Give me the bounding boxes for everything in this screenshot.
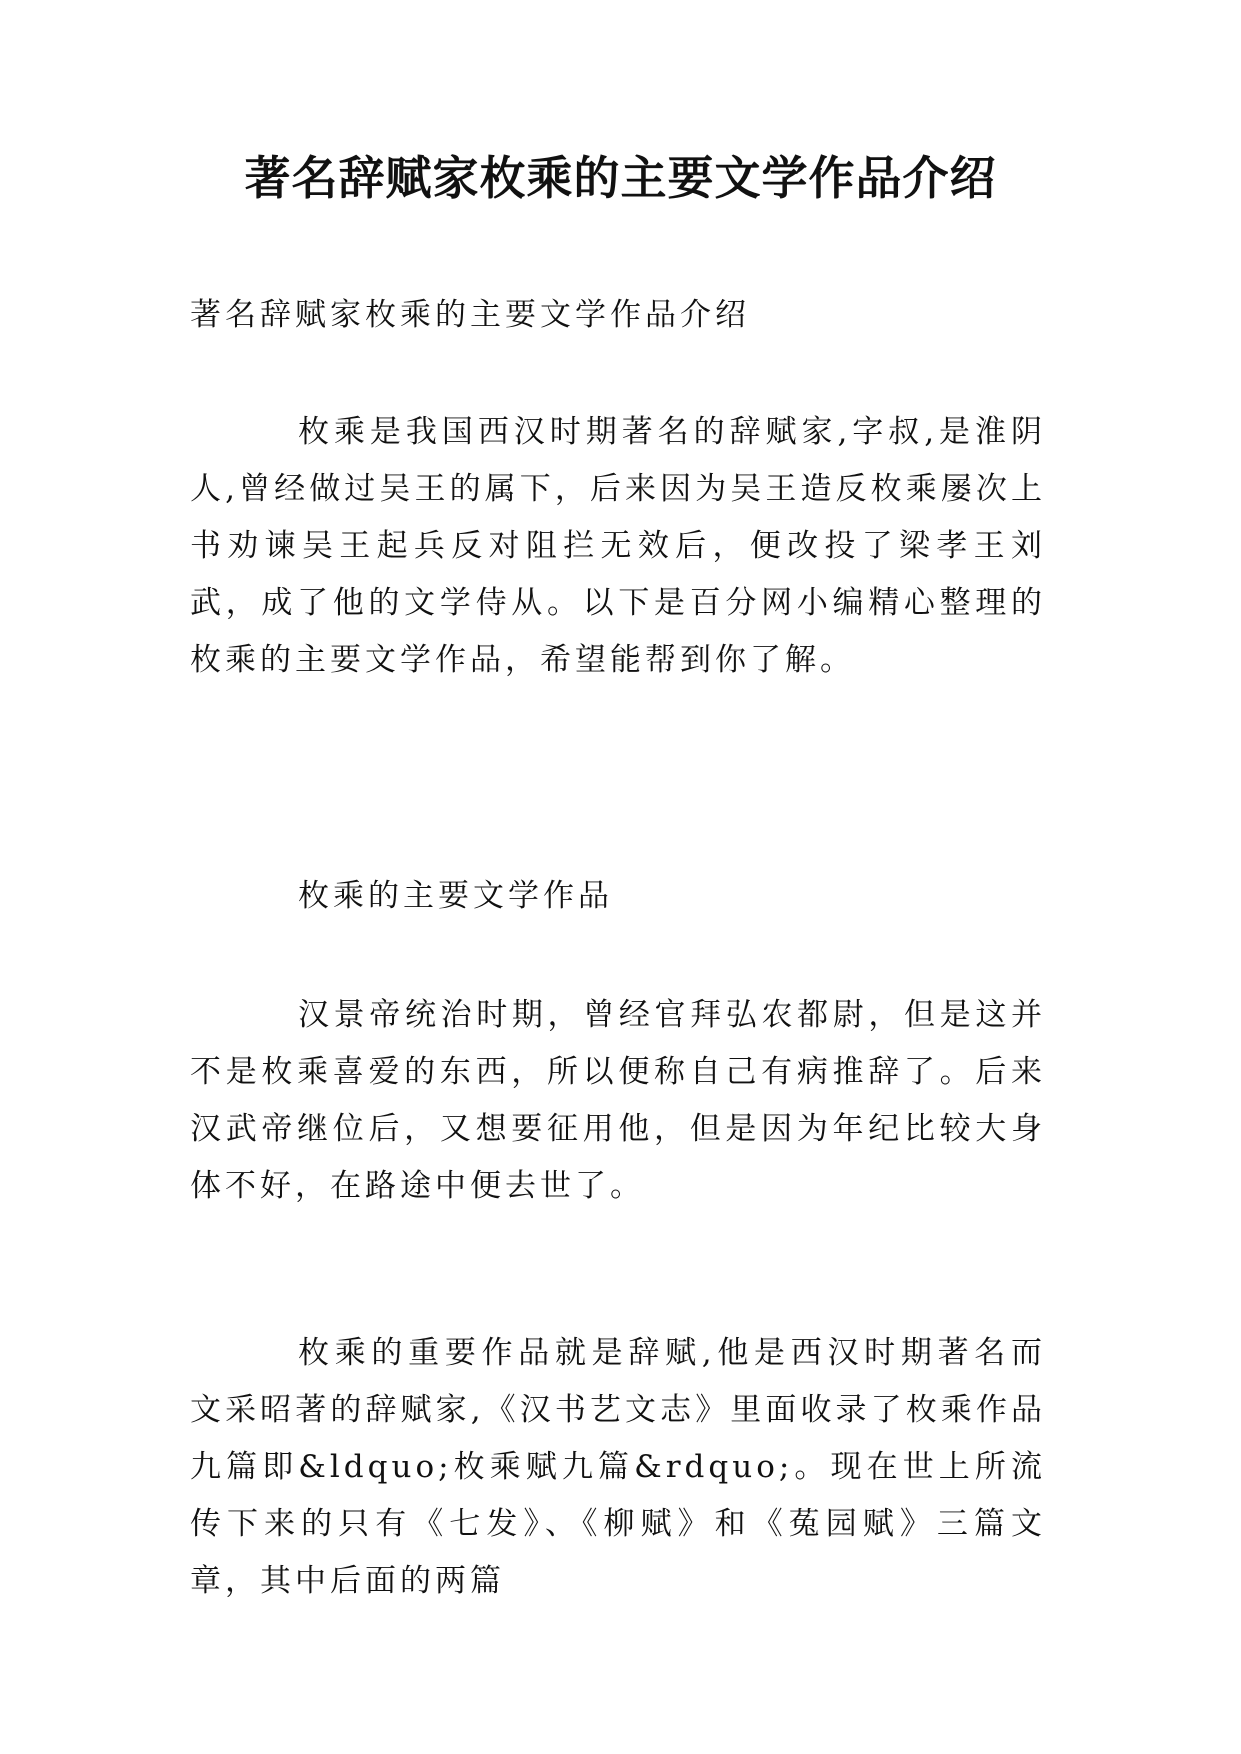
section-heading: 枚乘的主要文学作品 xyxy=(298,878,613,914)
intro-paragraph: 枚乘是我国西汉时期著名的辞赋家,字叔,是淮阴人,曾经做过吴王的属下，后来因为吴王造反枚乘屡次上书劝谏吴王起兵反对阻拦无效后，便改投了梁孝王刘武，成了他的文学侍从。以下是百分网小编精心整理的枚乘的主要文学作品，希望能帮到你了解。 xyxy=(190,414,1046,678)
biography-paragraph: 汉景帝统治时期，曾经官拜弘农都尉，但是这并不是枚乘喜爱的东西，所以便称自己有病推辞了。后来汉武帝继位后，又想要征用他，但是因为年纪比较大身体不好，在路途中便去世了。 xyxy=(190,997,1046,1204)
works-paragraph: 枚乘的重要作品就是辞赋,他是西汉时期著名而文采昭著的辞赋家,《汉书艺文志》里面收录了枚乘作品九篇即&ldquo;枚乘赋九篇&rdquo;。现在世上所流传下来的只有《七发》、《柳赋》和《菟园赋》三篇文章，其中后面的两篇 xyxy=(190,1335,1046,1599)
document-title: 著名辞赋家枚乘的主要文学作品介绍 xyxy=(244,151,997,205)
document-subtitle: 著名辞赋家枚乘的主要文学作品介绍 xyxy=(190,297,750,333)
